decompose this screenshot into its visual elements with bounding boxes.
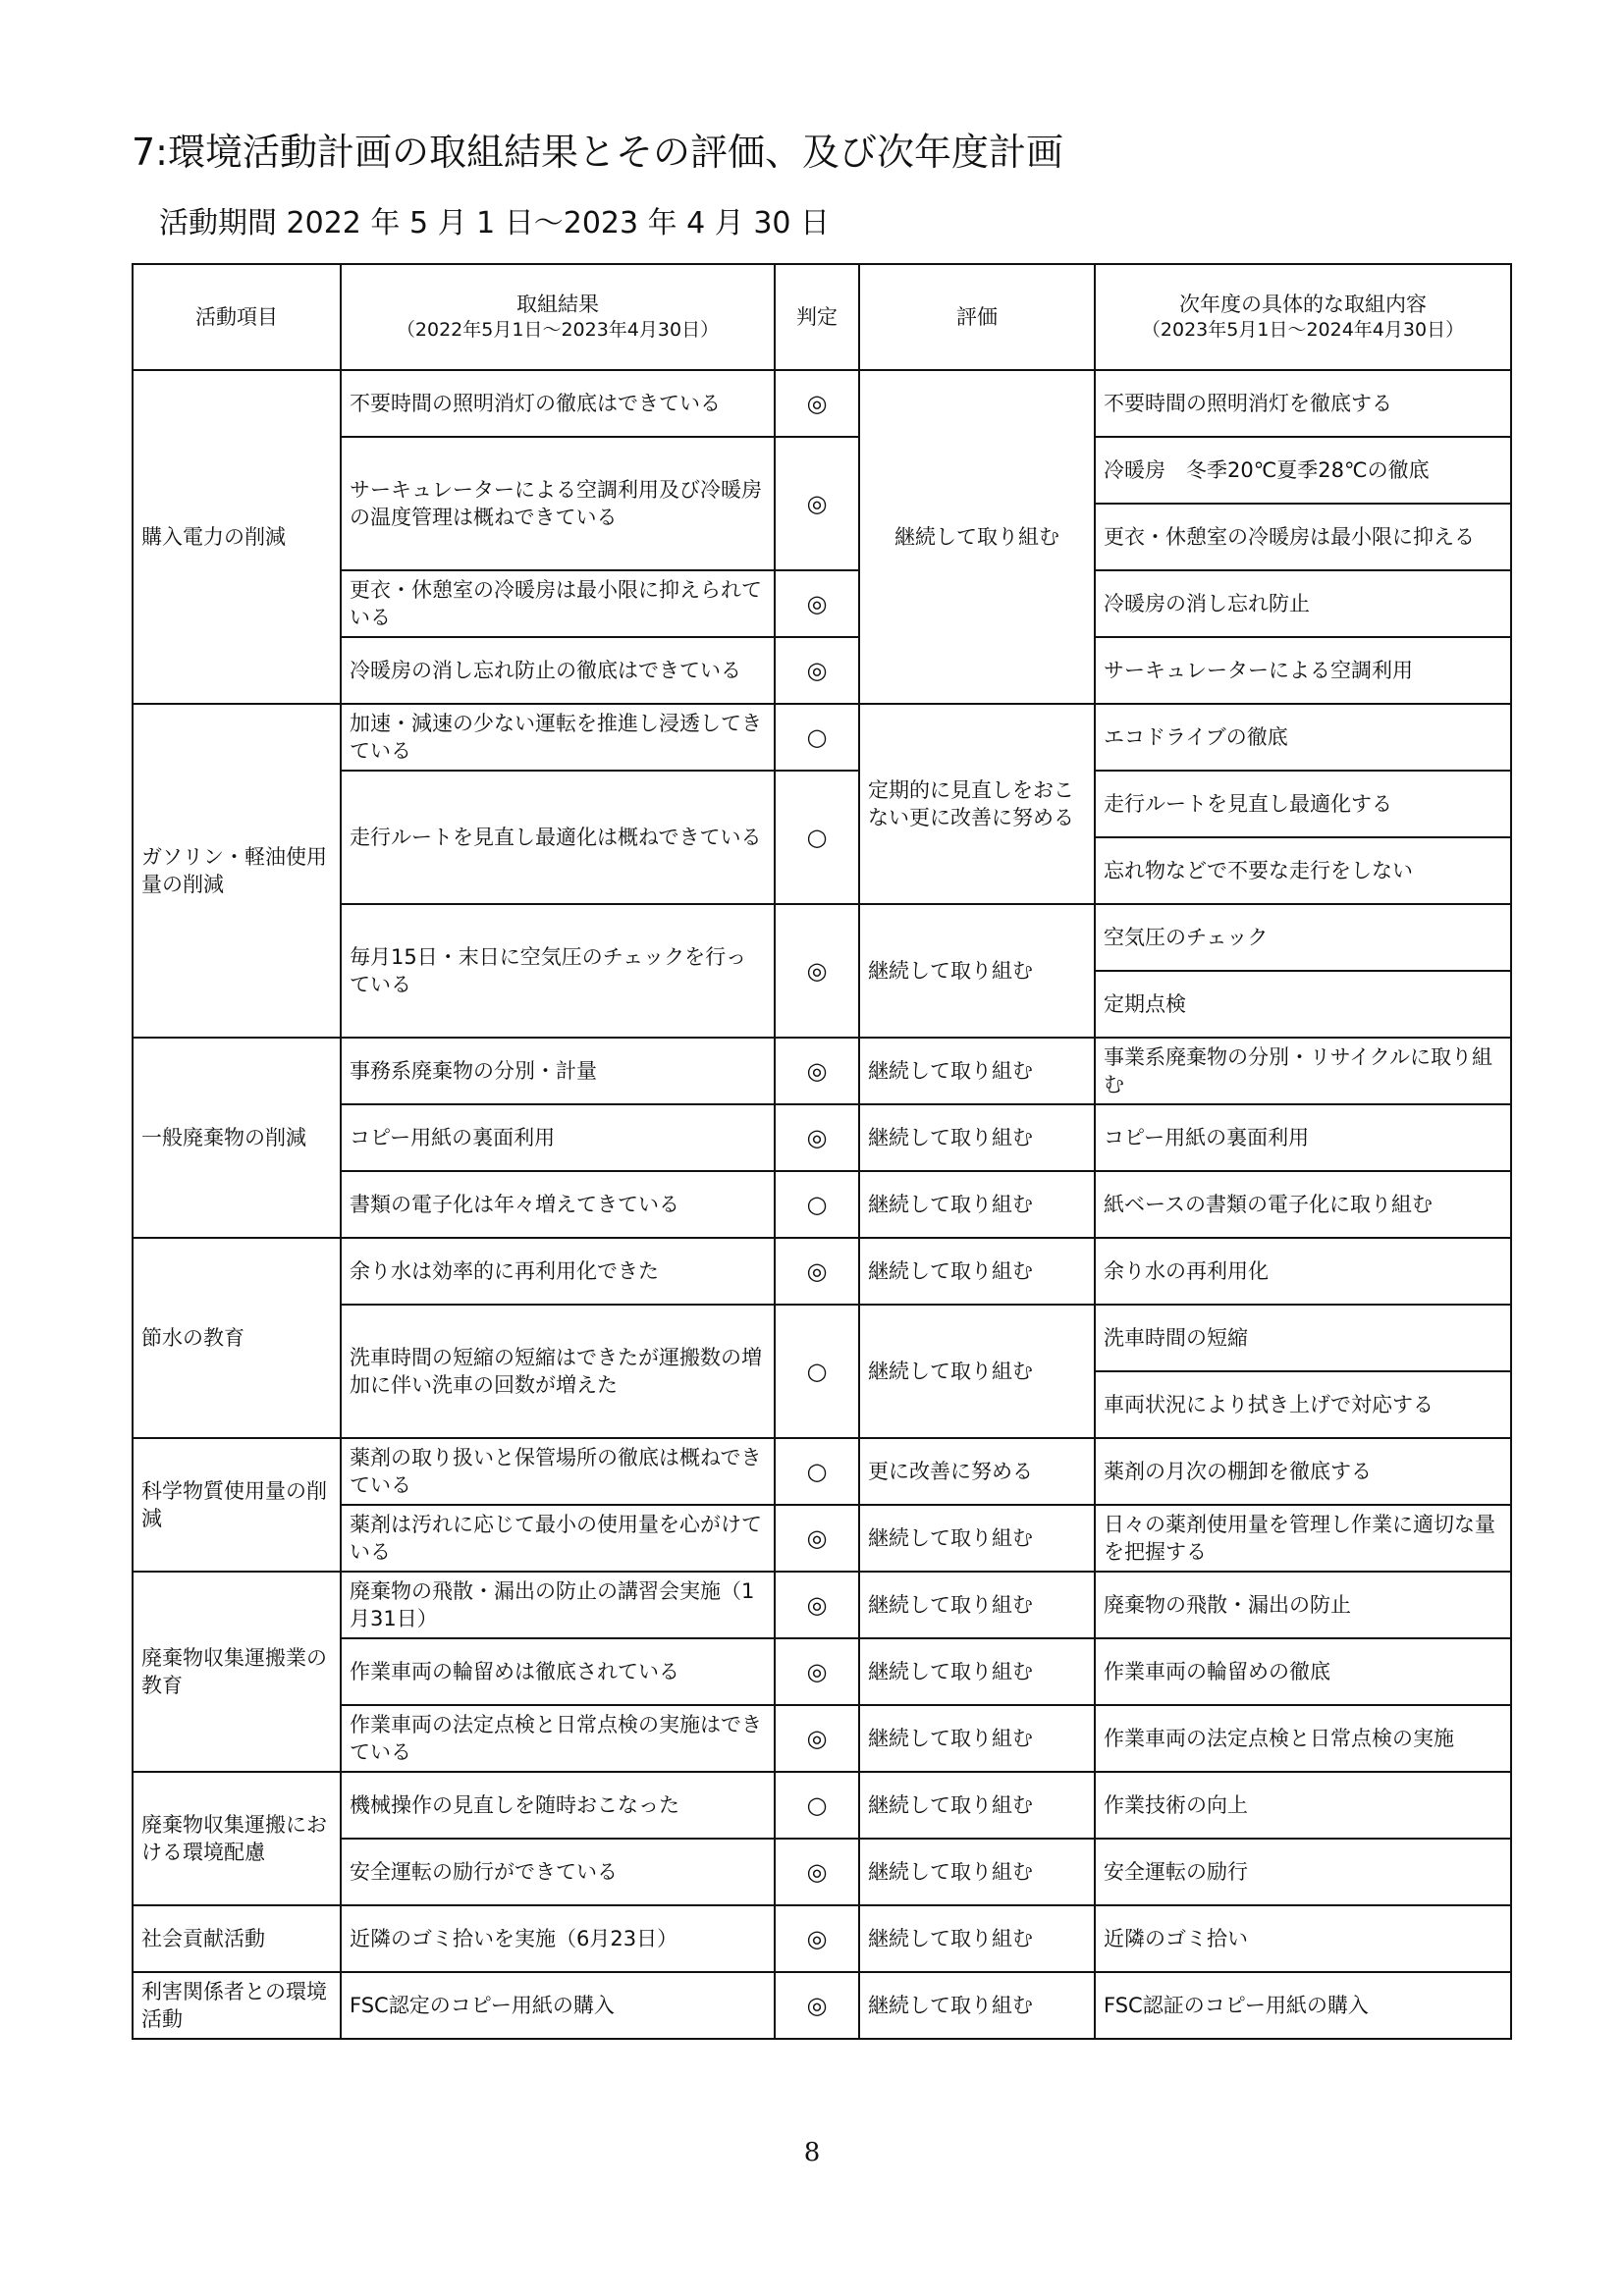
evaluation-cell: 継続して取り組む (859, 1572, 1095, 1638)
result-cell: 更衣・休憩室の冷暖房は最小限に抑えられている (341, 570, 775, 637)
next-cell: サーキュレーターによる空調利用 (1095, 637, 1511, 704)
evaluation-cell: 継続して取り組む (859, 1638, 1095, 1705)
table-row (133, 704, 1511, 771)
next-cell: 安全運転の励行 (1095, 1839, 1511, 1905)
judge-cell: ◎ (775, 437, 859, 570)
table-row (133, 370, 1511, 437)
next-cell: 近隣のゴミ拾い (1095, 1905, 1511, 1972)
activity-item: 社会貢献活動 (133, 1905, 341, 1972)
result-cell: 作業車両の法定点検と日常点検の実施はできている (341, 1705, 775, 1772)
judge-cell: ◎ (775, 1238, 859, 1305)
evaluation-cell: 継続して取り組む (859, 1839, 1095, 1905)
table-row (133, 1905, 1511, 1972)
page-title: 7:環境活動計画の取組結果とその評価、及び次年度計画 (132, 131, 1063, 174)
result-cell: 事務系廃棄物の分別・計量 (341, 1038, 775, 1104)
next-cell: 車両状況により拭き上げで対応する (1095, 1371, 1511, 1438)
result-cell: 走行ルートを見直し最適化は概ねできている (341, 771, 775, 904)
result-cell: 加速・減速の少ない運転を推進し浸透してきている (341, 704, 775, 771)
next-cell: 忘れ物などで不要な走行をしない (1095, 837, 1511, 904)
table-row (133, 1772, 1511, 1839)
next-cell: 薬剤の月次の棚卸を徹底する (1095, 1438, 1511, 1505)
activity-item: ガソリン・軽油使用量の削減 (133, 704, 341, 1038)
evaluation-cell: 継続して取り組む (859, 1772, 1095, 1839)
header-result-period: （2022年5月1日～2023年4月30日） (396, 319, 720, 342)
result-cell: 薬剤は汚れに応じて最小の使用量を心がけている (341, 1505, 775, 1572)
judge-cell: ○ (775, 1438, 859, 1505)
header-next-period: （2023年5月1日～2024年4月30日） (1141, 319, 1465, 342)
next-cell: 作業車両の輪留めの徹底 (1095, 1638, 1511, 1705)
evaluation-cell: 継続して取り組む (859, 370, 1095, 704)
table-row (133, 1972, 1511, 2039)
evaluation-cell: 継続して取り組む (859, 1104, 1095, 1171)
result-cell: 毎月15日・末日に空気圧のチェックを行っている (341, 904, 775, 1038)
next-cell: 冷暖房 冬季20℃夏季28℃の徹底 (1095, 437, 1511, 504)
table-row (133, 1038, 1511, 1104)
next-cell: 日々の薬剤使用量を管理し作業に適切な量を把握する (1095, 1505, 1511, 1572)
header-evaluation: 評価 (859, 264, 1095, 370)
result-cell: 余り水は効率的に再利用化できた (341, 1238, 775, 1305)
evaluation-cell: 継続して取り組む (859, 1505, 1095, 1572)
header-judge: 判定 (775, 264, 859, 370)
judge-cell: ◎ (775, 1104, 859, 1171)
next-cell: 廃棄物の飛散・漏出の防止 (1095, 1572, 1511, 1638)
header-next-label: 次年度の具体的な取組内容 (1179, 293, 1427, 316)
next-cell: 作業技術の向上 (1095, 1772, 1511, 1839)
result-cell: FSC認定のコピー用紙の購入 (341, 1972, 775, 2039)
evaluation-cell: 継続して取り組む (859, 1171, 1095, 1238)
activity-item: 科学物質使用量の削減 (133, 1438, 341, 1572)
next-cell: 余り水の再利用化 (1095, 1238, 1511, 1305)
result-cell: サーキュレーターによる空調利用及び冷暖房の温度管理は概ねできている (341, 437, 775, 570)
next-cell: 冷暖房の消し忘れ防止 (1095, 570, 1511, 637)
header-row (133, 264, 1511, 370)
evaluation-cell: 継続して取り組む (859, 1305, 1095, 1438)
table-row (133, 1238, 1511, 1305)
judge-cell: ○ (775, 704, 859, 771)
judge-cell: ◎ (775, 1038, 859, 1104)
next-cell: コピー用紙の裏面利用 (1095, 1104, 1511, 1171)
judge-cell: ◎ (775, 370, 859, 437)
judge-cell: ○ (775, 1772, 859, 1839)
judge-cell: ◎ (775, 1705, 859, 1772)
result-cell: 機械操作の見直しを随時おこなった (341, 1772, 775, 1839)
judge-cell: ◎ (775, 904, 859, 1038)
next-cell: 更衣・休憩室の冷暖房は最小限に抑える (1095, 504, 1511, 570)
activity-item: 廃棄物収集運搬における環境配慮 (133, 1772, 341, 1905)
activity-period: 活動期間 2022 年 5 月 1 日～2023 年 4 月 30 日 (159, 206, 831, 240)
activity-item: 廃棄物収集運搬業の教育 (133, 1572, 341, 1772)
header-item: 活動項目 (133, 264, 341, 370)
result-cell: 近隣のゴミ拾いを実施（6月23日） (341, 1905, 775, 1972)
activity-item: 節水の教育 (133, 1238, 341, 1438)
judge-cell: ◎ (775, 1905, 859, 1972)
evaluation-cell: 更に改善に努める (859, 1438, 1095, 1505)
result-cell: 冷暖房の消し忘れ防止の徹底はできている (341, 637, 775, 704)
evaluation-cell: 継続して取り組む (859, 1238, 1095, 1305)
judge-cell: ○ (775, 1171, 859, 1238)
next-cell: エコドライブの徹底 (1095, 704, 1511, 771)
next-cell: FSC認証のコピー用紙の購入 (1095, 1972, 1511, 2039)
page-number: 8 (803, 2138, 821, 2167)
result-cell: 安全運転の励行ができている (341, 1839, 775, 1905)
judge-cell: ○ (775, 1305, 859, 1438)
next-cell: 不要時間の照明消灯を徹底する (1095, 370, 1511, 437)
judge-cell: ◎ (775, 1638, 859, 1705)
result-cell: 洗車時間の短縮の短縮はできたが運搬数の増加に伴い洗車の回数が増えた (341, 1305, 775, 1438)
evaluation-cell: 継続して取り組む (859, 1905, 1095, 1972)
header-result-label: 取組結果 (516, 293, 599, 316)
result-cell: 作業車両の輪留めは徹底されている (341, 1638, 775, 1705)
header-next (1095, 264, 1511, 370)
evaluation-cell: 継続して取り組む (859, 1972, 1095, 2039)
judge-cell: ◎ (775, 1839, 859, 1905)
activity-plan-table (132, 263, 1512, 2040)
activity-item: 利害関係者との環境活動 (133, 1972, 341, 2039)
table-row (133, 1572, 1511, 1638)
next-cell: 洗車時間の短縮 (1095, 1305, 1511, 1371)
evaluation-cell: 定期的に見直しをおこない更に改善に努める (859, 704, 1095, 904)
next-cell: 紙ベースの書類の電子化に取り組む (1095, 1171, 1511, 1238)
next-cell: 定期点検 (1095, 971, 1511, 1038)
activity-item: 一般廃棄物の削減 (133, 1038, 341, 1238)
judge-cell: ◎ (775, 1505, 859, 1572)
judge-cell: ◎ (775, 570, 859, 637)
evaluation-cell: 継続して取り組む (859, 904, 1095, 1038)
activity-item: 購入電力の削減 (133, 370, 341, 704)
judge-cell: ○ (775, 771, 859, 904)
judge-cell: ◎ (775, 637, 859, 704)
evaluation-cell: 継続して取り組む (859, 1038, 1095, 1104)
result-cell: 不要時間の照明消灯の徹底はできている (341, 370, 775, 437)
judge-cell: ◎ (775, 1972, 859, 2039)
result-cell: コピー用紙の裏面利用 (341, 1104, 775, 1171)
next-cell: 走行ルートを見直し最適化する (1095, 771, 1511, 837)
result-cell: 薬剤の取り扱いと保管場所の徹底は概ねできている (341, 1438, 775, 1505)
evaluation-cell: 継続して取り組む (859, 1705, 1095, 1772)
judge-cell: ◎ (775, 1572, 859, 1638)
next-cell: 事業系廃棄物の分別・リサイクルに取り組む (1095, 1038, 1511, 1104)
result-cell: 書類の電子化は年々増えてきている (341, 1171, 775, 1238)
table-row (133, 1438, 1511, 1505)
next-cell: 空気圧のチェック (1095, 904, 1511, 971)
header-result (341, 264, 775, 370)
next-cell: 作業車両の法定点検と日常点検の実施 (1095, 1705, 1511, 1772)
result-cell: 廃棄物の飛散・漏出の防止の講習会実施（1月31日） (341, 1572, 775, 1638)
